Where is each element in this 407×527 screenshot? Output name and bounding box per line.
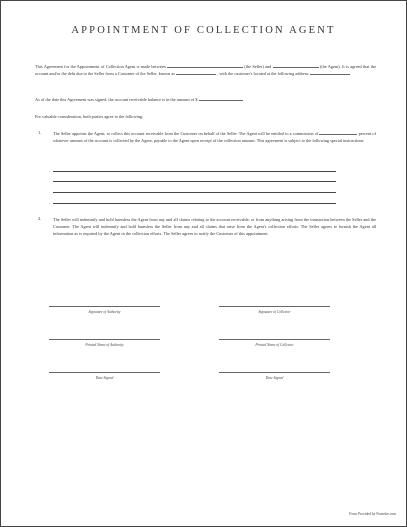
instructions-line-4[interactable]: [53, 203, 336, 204]
authority-date-line[interactable]: [49, 372, 160, 373]
footer-credit: Form Provided by Formsbe.com: [349, 512, 396, 516]
clause-1-text-a: The Seller appoints the Agent, to collect this account receivable from the Customer on behalf of the Seller. The Agent will be entitled to a commission of: [53, 131, 319, 136]
customer-address-field[interactable]: [310, 74, 350, 75]
collector-signature-label: Signature of Collector: [258, 310, 291, 314]
commission-percent-field[interactable]: [319, 134, 357, 135]
authority-date-label: Date Signed: [95, 376, 114, 380]
clause-1-text: [53, 130, 376, 144]
balance-paragraph: [35, 96, 376, 103]
clause-2-number: 2.: [38, 216, 42, 221]
collector-date-line[interactable]: [219, 372, 330, 373]
agent-name-field[interactable]: [273, 67, 319, 68]
instructions-line-3[interactable]: [53, 192, 336, 193]
seller-name-field[interactable]: [167, 67, 243, 68]
document-title: APPOINTMENT OF COLLECTION AGENT: [71, 25, 336, 36]
clause-1-text-b: percent of whatever amount of the account is collected by the Agent, payable to the Agent upon receipt of the collection amount. This agreement is subject to the following special instructions:: [53, 131, 377, 143]
intro-text-b: (the Seller) and: [244, 64, 272, 69]
authority-printed-name-line[interactable]: [49, 339, 160, 340]
balance-amount-field[interactable]: [199, 100, 243, 101]
clause-2-text: The Seller will indemnify and hold harmless the Agent from any and all claims relating to the account receivable, or from anything arising from the transaction between the Seller and the Customer. The Agent will indemnify and hold harmless the Seller from any and all claims that arise from the Agent's collection efforts. The Seller agrees to furnish the Agent all information as is required by the Agent in the collection efforts. The Seller agrees to notify the Customer of this appointment.: [53, 217, 376, 236]
collector-date-label: Date Signed: [265, 376, 284, 380]
consideration-paragraph: For valuable consideration, both parties agree to the following:: [35, 114, 144, 119]
collector-printed-name-line[interactable]: [219, 339, 330, 340]
intro-text-a: This Agreement for the Appointment of Collection Agent is made between: [35, 64, 166, 69]
intro-paragraph: [35, 63, 376, 77]
instructions-line-1[interactable]: [53, 171, 336, 172]
balance-text: As of the date this Agreement was signed, the account receivable balance is in the amount of $: [35, 97, 198, 102]
clause-1-number: 1.: [38, 130, 42, 135]
intro-text-c: (the Agent). It is agreed that the account and/or the debt due to the Seller from a Customer of the Seller, known as: [35, 64, 376, 76]
instructions-line-2[interactable]: [53, 181, 336, 182]
intro-text-d: , with the customer's located at the following address:: [217, 71, 310, 76]
collector-printed-name-label: Printed Name of Collector: [255, 343, 294, 347]
authority-signature-line[interactable]: [49, 306, 160, 307]
collector-signature-line[interactable]: [219, 306, 330, 307]
authority-printed-name-label: Printed Name of Authority: [85, 343, 124, 347]
customer-name-field[interactable]: [176, 74, 216, 75]
authority-signature-label: Signature of Authority: [88, 310, 121, 314]
